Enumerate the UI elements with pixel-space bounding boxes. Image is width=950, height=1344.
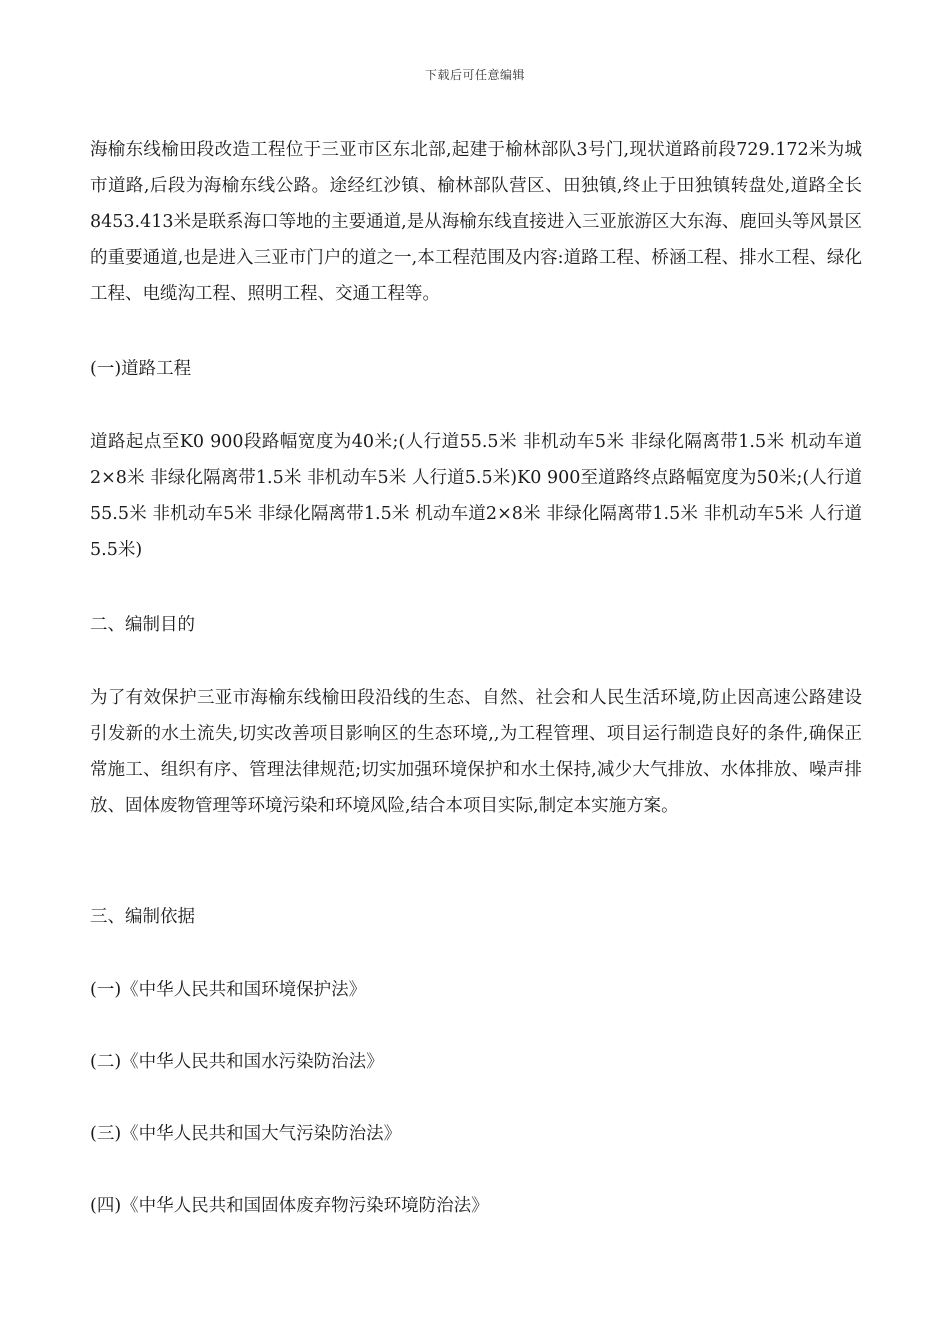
basis-item-1: (一)《中华人民共和国环境保护法》 (90, 980, 367, 1000)
section-road-paragraph: 道路起点至K0 900段路幅宽度为40米;(人行道55.5米 非机动车5米 非绿化隔离带1.5米 机动车道2×8米 非绿化隔离带1.5米 非机动车5米 人行道5.5米)K0 900至道路终点路幅宽度为50米;(人行道55.5米 非机动车5米 非绿化隔离带1.5米 机动车道2×8米 非绿化隔离带1.5米 非机动车5米 人行道5.5米) (90, 432, 862, 560)
section-road-heading: (一)道路工程 (90, 359, 192, 379)
basis-item-2: (二)《中华人民共和国水污染防治法》 (90, 1052, 384, 1072)
intro-paragraph: 海榆东线榆田段改造工程位于三亚市区东北部,起建于榆林部队3号门,现状道路前段729.172米为城市道路,后段为海榆东线公路。途经红沙镇、榆林部队营区、田独镇,终止于田独镇转盘处,道路全长8453.413米是联系海口等地的主要通道,是从海榆东线直接进入三亚旅游区大东海、鹿回头等风景区的重要通道,也是进入三亚市门户的道之一,本工程范围及内容:道路工程、桥涵工程、排水工程、绿化工程、电缆沟工程、照明工程、交通工程等。 (90, 140, 862, 304)
basis-item-3: (三)《中华人民共和国大气污染防治法》 (90, 1124, 402, 1144)
section-basis-heading: 三、编制依据 (90, 907, 195, 927)
basis-item-4: (四)《中华人民共和国固体废弃物污染环境防治法》 (90, 1196, 489, 1216)
section-purpose-paragraph: 为了有效保护三亚市海榆东线榆田段沿线的生态、自然、社会和人民生活环境,防止因高速公路建设引发新的水土流失,切实改善项目影响区的生态环境,,为工程管理、项目运行制造良好的条件,确保正常施工、组织有序、管理法律规范;切实加强环境保护和水土保持,减少大气排放、水体排放、噪声排放、固体废物管理等环境污染和环境风险,结合本项目实际,制定本实施方案。 (90, 688, 862, 816)
section-purpose-heading: 二、编制目的 (90, 615, 195, 635)
header-note: 下载后可任意编辑 (424, 68, 525, 82)
